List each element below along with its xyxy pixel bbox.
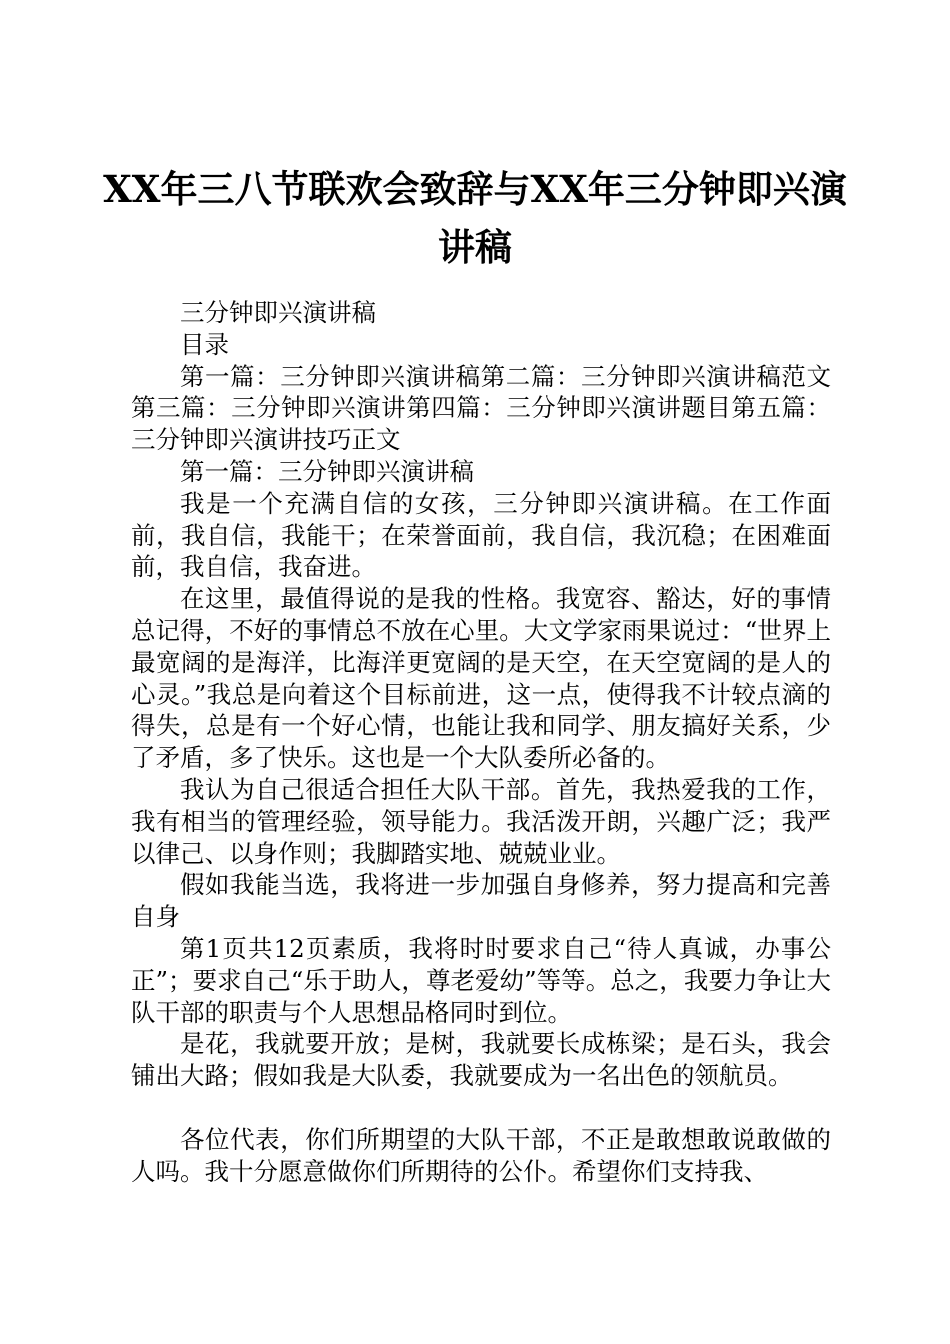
- paragraph: 各位代表，你们所期望的大队干部，不正是敢想敢说敢做的人吗。我十分愿意做你们所期待的公仆。希望你们支持我、: [131, 1124, 831, 1186]
- paragraph: 是花，我就要开放；是树，我就要长成栋梁；是石头，我会铺出大路；假如我是大队委，我就要成为一名出色的领航员。: [131, 1029, 831, 1091]
- paragraph: 我是一个充满自信的女孩，三分钟即兴演讲稿。在工作面前，我自信，我能干；在荣誉面前，我自信，我沉稳；在困难面前，我自信，我奋进。: [131, 488, 831, 582]
- document-title: XX年三八节联欢会致辞与XX年三分钟即兴演讲稿: [103, 167, 847, 269]
- paragraph: 我认为自己很适合担任大队干部。首先，我热爱我的工作，我有相当的管理经验，领导能力。我活泼开朗，兴趣广泛；我严以律己、以身作则；我脚踏实地、兢兢业业。: [131, 774, 831, 868]
- paragraph: 在这里，最值得说的是我的性格。我宽容、豁达，好的事情总记得，不好的事情总不放在心里。大文学家雨果说过：“世界上最宽阔的是海洋，比海洋更宽阔的是天空，在天空宽阔的是人的心灵。”我总是向着这个目标前进，这一点，使得我不计较点滴的得失，总是有一个好心情，也能让我和同学、朋友搞好关系，少了矛盾，多了快乐。这也是一个大队委所必备的。: [131, 584, 831, 773]
- paragraph-subtitle: 三分钟即兴演讲稿: [180, 298, 376, 327]
- paragraph-blank: [131, 1092, 831, 1124]
- paragraph-page-marker: 第1页共12页素质，我将时时要求自己“待人真诚，办事公正”；要求自己“乐于助人，尊老爱幼”等等。总之，我要力争让大队干部的职责与个人思想品格同时到位。: [131, 933, 831, 1027]
- paragraph-toc-heading: 目录: [180, 329, 229, 359]
- paragraph-section-heading: 第一篇：三分钟即兴演讲稿: [180, 456, 474, 486]
- document-body: [131, 297, 831, 1187]
- paragraph-toc: 第一篇：三分钟即兴演讲稿第二篇：三分钟即兴演讲稿范文第三篇：三分钟即兴演讲第四篇：三分钟即兴演讲题目第五篇：三分钟即兴演讲技巧正文: [131, 361, 831, 455]
- paragraph: 假如我能当选，我将进一步加强自身修养，努力提高和完善自身: [131, 870, 831, 932]
